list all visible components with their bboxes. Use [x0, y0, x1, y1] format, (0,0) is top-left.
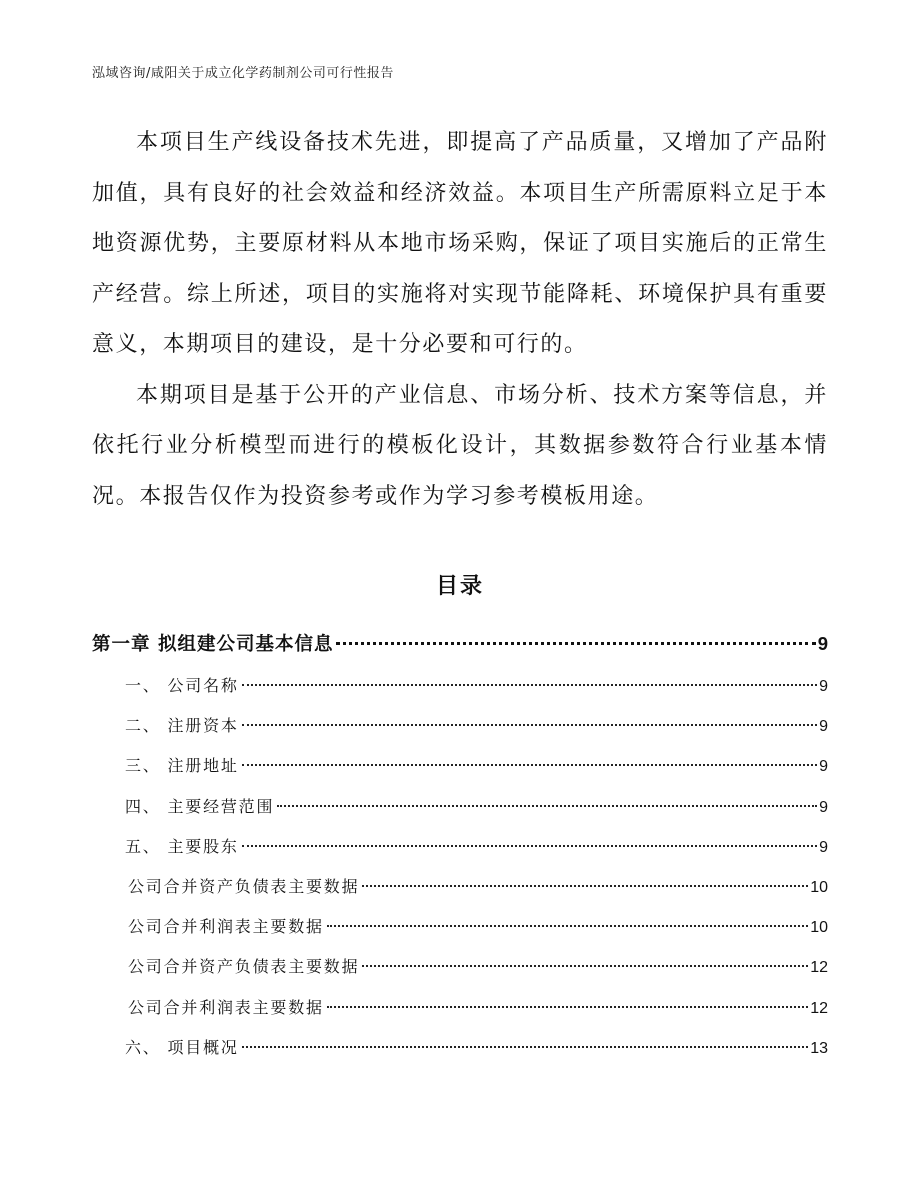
toc-leader-dots: [362, 965, 808, 967]
body-text: [92, 118, 828, 522]
toc-entry-label: 公司合并资产负债表主要数据: [128, 876, 360, 896]
toc-entry-label: 公司合并利润表主要数据: [128, 997, 324, 1017]
toc-entry-label: 公司合并资产负债表主要数据: [128, 957, 360, 977]
toc-entry[interactable]: [92, 947, 828, 987]
toc-entry[interactable]: [92, 787, 828, 827]
toc-leader-dots: [327, 1006, 808, 1008]
toc-title: 目录: [435, 574, 484, 599]
toc-entry[interactable]: [92, 988, 828, 1028]
toc-leader-dots: [336, 642, 815, 645]
paragraph: 本项目生产线设备技术先进，即提高了产品质量，又增加了产品附加值，具有良好的社会效益和经济效益。本项目生产所需原料立足于本地资源优势，主要原材料从本地市场采购，保证了项目实施后的正常生产经营。综上所述，项目的实施将对实现节能降耗、环境保护具有重要意义，本期项目的建设，是十分必要和可行的。: [92, 130, 828, 357]
toc-entry-page: 10: [810, 919, 828, 937]
toc-entry-page: 9: [819, 758, 828, 776]
toc-entry-label: 四、 主要经营范围: [125, 796, 275, 816]
toc-entry-page: 9: [819, 798, 828, 816]
toc-entry[interactable]: [92, 746, 828, 786]
toc-entry-page: 9: [819, 838, 828, 856]
toc-leader-dots: [242, 724, 817, 726]
toc-entry-chapter-1[interactable]: [92, 622, 828, 666]
toc-entry-label: 一、 公司名称: [125, 676, 239, 695]
toc-entry-label: 三、 注册地址: [125, 756, 239, 776]
toc-entry-label: 第一章 拟组建公司基本信息: [92, 634, 334, 655]
toc-leader-dots: [362, 885, 808, 887]
toc-entry-page: 12: [810, 999, 828, 1017]
toc-leader-dots: [242, 684, 817, 686]
toc-entry[interactable]: [92, 666, 828, 706]
header-rule: [92, 84, 828, 85]
paragraph: 本期项目是基于公开的产业信息、市场分析、技术方案等信息，并依托行业分析模型而进行的模板化设计，其数据参数符合行业基本情况。本报告仅作为投资参考或作为学习参考模板用途。: [92, 382, 828, 509]
toc-entry[interactable]: [92, 706, 828, 746]
toc-entry[interactable]: [92, 1028, 828, 1068]
toc-entry-page: 12: [810, 959, 828, 977]
toc-leader-dots: [277, 805, 817, 807]
toc-entry-label: 六、 项目概况: [125, 1037, 239, 1057]
toc-entry-page: 9: [817, 633, 828, 654]
table-of-contents: [92, 622, 828, 1068]
toc-leader-dots: [242, 845, 817, 847]
toc-entry-label: 五、 主要股东: [125, 836, 239, 856]
toc-leader-dots: [242, 764, 817, 766]
toc-entry[interactable]: [92, 827, 828, 867]
toc-entry-label: 二、 注册资本: [125, 716, 239, 736]
toc-entry[interactable]: [92, 907, 828, 947]
toc-entry-label: 公司合并利润表主要数据: [128, 917, 324, 937]
toc-entry-page: 10: [810, 878, 828, 896]
toc-entry-page: 13: [810, 1039, 828, 1057]
toc-entry[interactable]: [92, 867, 828, 907]
page-header: 泓域咨询/咸阳关于成立化学药制剂公司可行性报告: [92, 66, 394, 81]
toc-entry-page: 9: [819, 678, 828, 695]
toc-entry-page: 9: [819, 718, 828, 736]
toc-leader-dots: [327, 925, 808, 927]
toc-leader-dots: [242, 1046, 809, 1048]
